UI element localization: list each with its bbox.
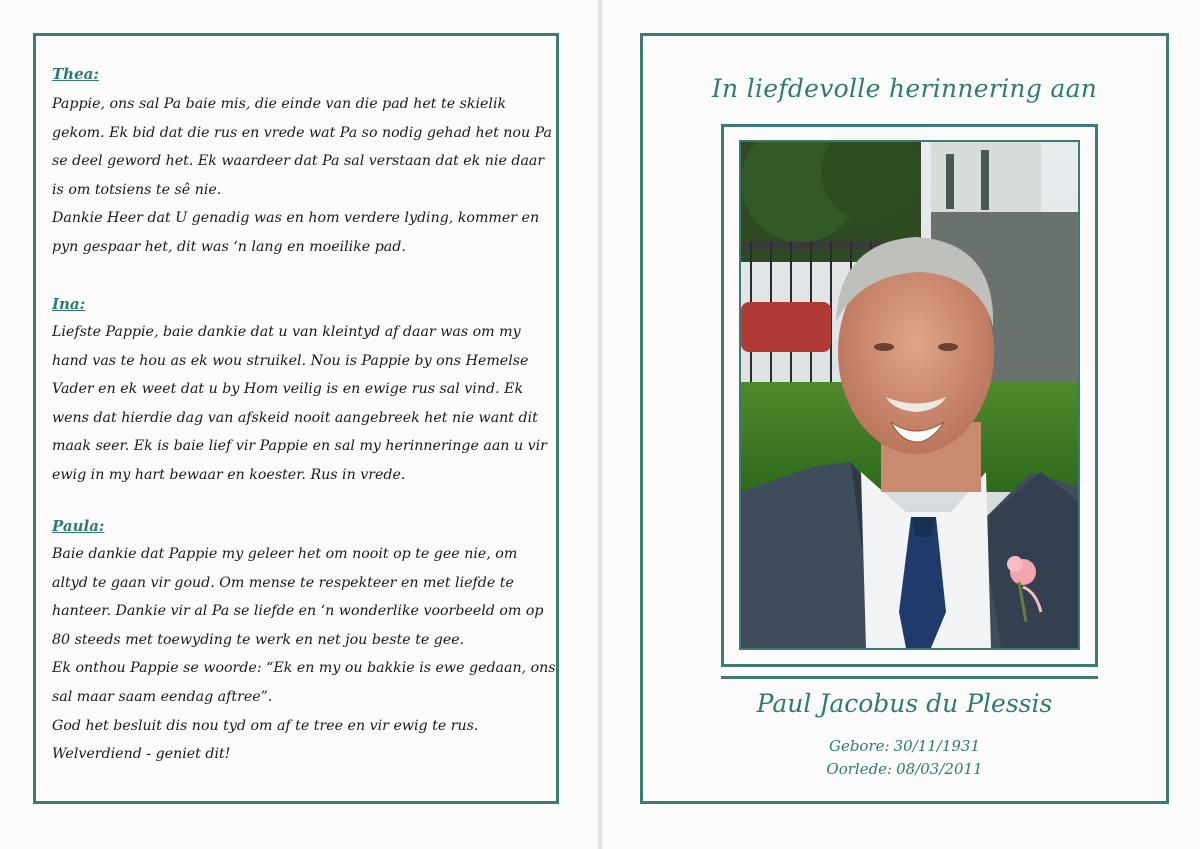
portrait-photo (739, 140, 1080, 650)
cover-border (640, 33, 1169, 804)
cover-page (602, 0, 1200, 849)
tribute-line: maak seer. Ek is baie lief vir Pappie en sal my herinneringe aan u vir (52, 438, 547, 455)
tribute-author: Paula: (52, 517, 105, 535)
tribute-line: Ek onthou Pappie se woorde: “Ek en my ou bakkie is ewe gedaan, ons (52, 660, 556, 677)
tribute-line: sal maar saam eendag aftree”. (52, 688, 273, 705)
portrait-image (741, 142, 1078, 648)
tributes-border (33, 33, 559, 804)
cover-heading: In liefdevolle herinnering aan (711, 74, 1098, 103)
tribute-line: Dankie Heer dat U genadig was en hom verdere lyding, kommer en (52, 210, 540, 227)
death-label: Oorlede: (826, 760, 893, 778)
tribute-author: Ina: (52, 295, 86, 313)
tribute-line: wens dat hierdie dag van afskeid nooit aangebreek het nie want dit (52, 409, 538, 426)
tribute-ina (52, 294, 548, 490)
tribute-line: altyd te gaan vir goud. Om mense te respekteer en met liefde te (52, 574, 514, 591)
tribute-line: pyn gespaar het, dit was ‘n lang en moeilike pad. (52, 238, 406, 255)
tribute-line: se deel geword het. Ek waardeer dat Pa sal verstaan dat ek nie daar (52, 153, 545, 170)
divider-line (721, 676, 1098, 679)
tribute-line: is om totsiens te sê nie. (52, 181, 222, 198)
tribute-line: Vader en ek weet dat u by Hom veilig is en ewige rus sal vind. Ek (52, 381, 524, 398)
tribute-line: Liefste Pappie, baie dankie dat u van kleintyd af daar was om my (52, 324, 521, 340)
tribute-line: Pappie, ons sal Pa baie mis, die einde van die pad het te skielik (52, 96, 507, 112)
left-page (0, 0, 598, 849)
tribute-line: gekom. Ek bid dat die rus en vrede wat Pa so nodig gehad het nou Pa (52, 124, 552, 141)
tribute-line: hand vas te hou as ek wou struikel. Nou is Pappie by ons Hemelse (52, 352, 529, 369)
tribute-line: 80 steeds met toewyding te werk en net jou beste te gee. (52, 631, 465, 648)
portrait-frame (721, 124, 1098, 667)
birth-date-value: 30/11/1931 (893, 737, 981, 755)
deceased-name: Paul Jacobus du Plessis (756, 689, 1053, 718)
death-date-value: 08/03/2011 (896, 760, 983, 778)
birth-label: Gebore: (828, 737, 890, 755)
tribute-line: Baie dankie dat Pappie my geleer het om nooit op te gee nie, om (52, 546, 518, 562)
tribute-line: ewig in my hart bewaar en koester. Rus in vrede. (52, 466, 406, 483)
tribute-paula (52, 516, 556, 769)
tribute-line: God het besluit dis nou tyd om af te tree en vir ewig te rus. (52, 717, 479, 734)
birth-date (643, 737, 1166, 755)
tribute-author: Thea: (52, 65, 99, 83)
tribute-thea (52, 64, 552, 262)
death-date (643, 760, 1166, 778)
tribute-line: Welverdiend - geniet dit! (52, 746, 231, 763)
tribute-line: hanteer. Dankie vir al Pa se liefde en ‘n wonderlike voorbeeld om op (52, 603, 544, 620)
